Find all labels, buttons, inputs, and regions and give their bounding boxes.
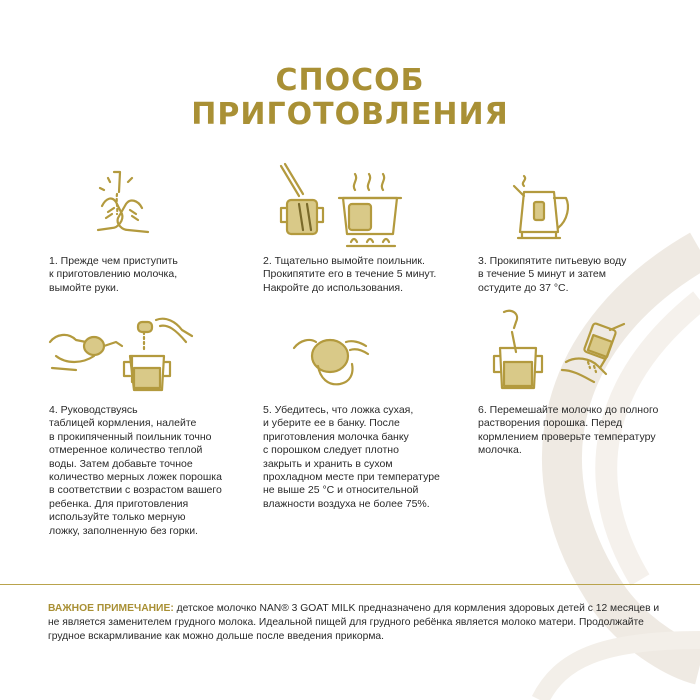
- kettle-icon: [510, 172, 576, 248]
- hand-wash-icon: [88, 168, 158, 248]
- title-line-1: СПОСОБ: [275, 63, 425, 98]
- step-6-text: 6. Перемешайте молочко до полного растворения порошка. Перед кормлением проверьте температуру молочка.: [478, 404, 659, 457]
- powder-can-icon: [290, 330, 370, 390]
- step-5-text: 5. Убедитесь, что ложка сухая, и уберите ее в банку. После приготовления молочка банку с порошком следует плотно закрыть и хранить в сухом прохладном месте при температуре не выше 25 °С и относительной влажности воздуха не более 75%.: [263, 404, 440, 510]
- step-1-text: 1. Прежде чем приступить к приготовлению молочка, вымойте руки.: [49, 255, 178, 294]
- title-line-2: ПРИГОТОВЛЕНИЯ: [191, 97, 509, 132]
- note-text: детское молочко NAN® 3 GOAT MILK предназначено для кормления здоровых детей с 12 месяцев и не является заменителем грудного молока. Идеальной пищей для грудного ребёнка является молоко матери. Продолжайте грудное вскармливание как можно дольше после введения прикорма.: [48, 603, 660, 642]
- step-3-text: 3. Прокипятите питьевую воду в течение 5 минут и затем остудите до 37 °С.: [478, 255, 627, 294]
- important-note: [48, 602, 668, 644]
- stir-check-icon: [490, 308, 630, 392]
- note-label: ВАЖНОЕ ПРИМЕЧАНИЕ:: [48, 603, 174, 614]
- step-4-text: 4. Руководствуясь таблицей кормления, налейте в прокипяченный поильник точно отмеренное количество теплой воды. Затем добавьте точное количество мерных ложек порошка в соответствии с возрастом вашего ребенка. Для приготовления используйте только мерную ложку, заполненную без горки.: [49, 404, 222, 537]
- page-title: [0, 64, 700, 132]
- measure-powder-icon: [46, 312, 196, 396]
- step-2-text: 2. Тщательно вымойте поильник. Прокипятите его в течение 5 минут. Накройте до использования.: [263, 255, 437, 294]
- divider-line: [0, 584, 700, 585]
- bottle-sterilize-icon: [277, 160, 407, 248]
